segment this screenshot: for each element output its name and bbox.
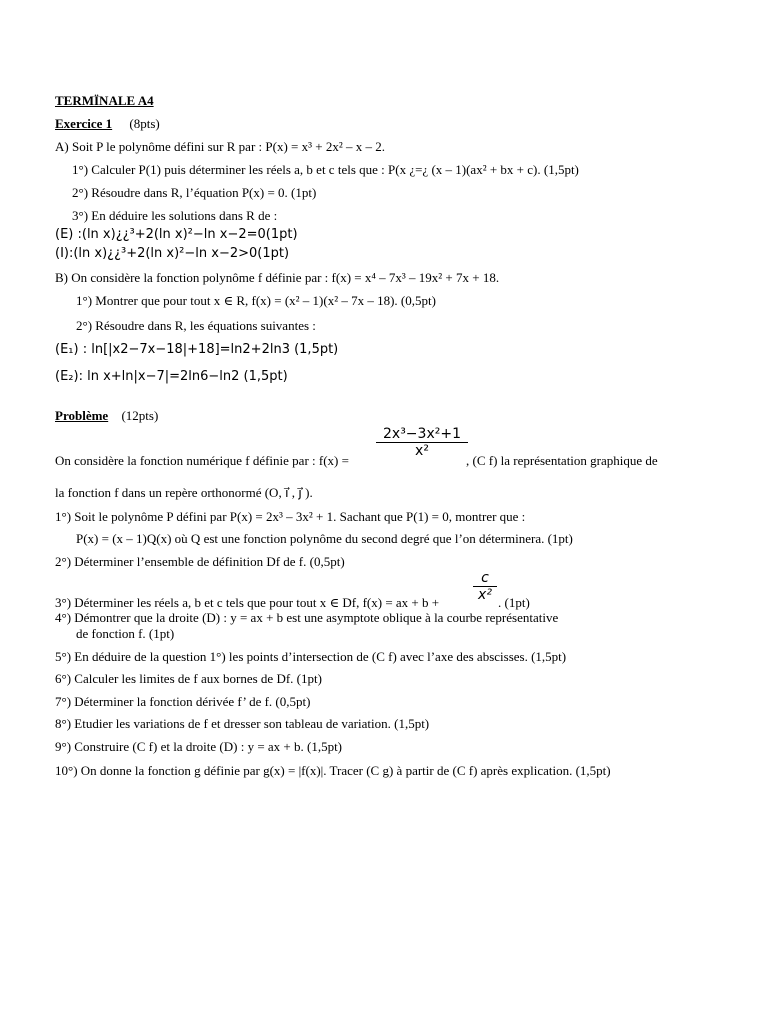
problem-q3-points: . (1pt): [498, 595, 530, 610]
exercise1-points: (8pts): [129, 116, 160, 131]
inequation-i: (I):(ln x)¿¿³+2(ln x)²−ln x−2>0(1pt): [55, 246, 290, 261]
exercise1-title: Exercice 1: [55, 116, 113, 131]
equation-e1: (E₁) : ln[|x2−7x−18|+18]=ln2+2ln3 (1,5pt): [55, 342, 339, 357]
class-title: TERMÏNALE A4: [55, 93, 154, 108]
problem-q1: 1°) Soit le polynôme P défini par P(x) = 2x³ – 3x² + 1. Sachant que P(1) = 0, montrer que :: [55, 509, 526, 524]
part-a-intro: A) Soit P le polynôme défini sur R par : P(x) = x³ + 2x² – x – 2.: [55, 139, 385, 154]
problem-intro-line1b: , (C f) la représentation graphique de: [466, 453, 658, 468]
equation-e2: (E₂): ln x+ln|x−7|=2ln6−ln2 (1,5pt): [55, 369, 288, 384]
problem-intro-line2: la fonction f dans un repère orthonormé (O, i⃗ , j⃗ ).: [55, 485, 313, 500]
question-b1: 1°) Montrer que pour tout x ∈ R, f(x) = (x² – 1)(x² – 7x – 18). (0,5pt): [76, 293, 436, 308]
exercise1-heading: [55, 116, 160, 132]
problem-heading: [55, 408, 158, 424]
problem-q4b: de fonction f. (1pt): [76, 626, 175, 641]
problem-q3: 3°) Déterminer les réels a, b et c tels que pour tout x ∈ Df, f(x) = ax + b +: [55, 595, 440, 610]
equation-e: (E) :(ln x)¿¿³+2(ln x)²−ln x−2=0(1pt): [55, 227, 298, 242]
fraction-numerator: 2x³−3x²+1: [383, 426, 461, 442]
c-numerator: c: [481, 570, 489, 586]
problem-q9: 9°) Construire (C f) et la droite (D) : y = ax + b. (1,5pt): [55, 739, 343, 754]
c-denominator: x²: [478, 587, 492, 603]
question-a1: 1°) Calculer P(1) puis déterminer les réels a, b et c tels que : P(x ¿=¿ (x – 1)(ax² + bx + c). (1,5pt): [72, 162, 579, 177]
problem-q1b: P(x) = (x – 1)Q(x) où Q est une fonction polynôme du second degré que l’on déterminera. (1pt): [76, 531, 573, 546]
question-a2: 2°) Résoudre dans R, l’équation P(x) = 0. (1pt): [72, 185, 317, 200]
problem-q8: 8°) Etudier les variations de f et dresser son tableau de variation. (1,5pt): [55, 716, 430, 731]
problem-q2: 2°) Déterminer l’ensemble de définition Df de f. (0,5pt): [55, 554, 345, 569]
c-fraction: [473, 570, 497, 603]
problem-q7: 7°) Déterminer la fonction dérivée f’ de f. (0,5pt): [55, 694, 311, 709]
problem-q5: 5°) En déduire de la question 1°) les points d’intersection de (C f) avec l’axe des abscisses. (1,5pt): [55, 649, 567, 664]
problem-q4: 4°) Démontrer que la droite (D) : y = ax + b est une asymptote oblique à la courbe représentative: [55, 610, 559, 625]
part-b-intro: B) On considère la fonction polynôme f définie par : f(x) = x⁴ – 7x³ – 19x² + 7x + 18.: [55, 270, 500, 285]
function-fraction: [376, 426, 468, 459]
problem-q6: 6°) Calculer les limites de f aux bornes de Df. (1pt): [55, 671, 322, 686]
problem-title: Problème: [55, 408, 109, 423]
problem-points: (12pts): [121, 408, 159, 423]
fraction-denominator: x²: [415, 443, 429, 459]
problem-q10: 10°) On donne la fonction g définie par g(x) = |f(x)|. Tracer (C g) à partir de (C f) après explication. (1,5pt): [55, 763, 611, 778]
problem-intro-line1a: On considère la fonction numérique f définie par : f(x) =: [55, 453, 349, 468]
question-a3: 3°) En déduire les solutions dans R de :: [72, 208, 278, 223]
question-b2: 2°) Résoudre dans R, les équations suivantes :: [76, 318, 316, 333]
